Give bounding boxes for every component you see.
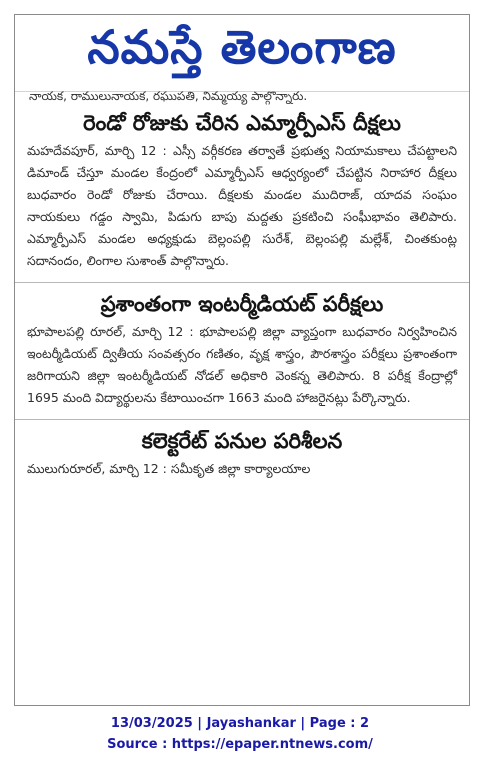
article-headline: కలెక్టరేట్ పనుల పరిశీలన bbox=[141, 429, 343, 453]
footer-meta: 13/03/2025 | Jayashankar | Page : 2 bbox=[110, 716, 370, 731]
article-body bbox=[15, 458, 469, 480]
masthead bbox=[15, 15, 469, 92]
article-headline: రెండో రోజుకు చేరిన ఎమ్మార్పీఎస్ దీక్షలు bbox=[83, 111, 401, 135]
article-headline: ప్రశాంతంగా ఇంటర్మీడియట్ పరీక్షలు bbox=[100, 292, 384, 316]
article-body bbox=[15, 321, 469, 409]
masthead-title: నమస్తే తెలంగాణ bbox=[87, 20, 397, 74]
article-text: ఎస్సీ వర్గీకరణ తర్వాతే ప్రభుత్వ నియామకాలు చేపట్టాలని డిమాండ్ చేస్తూ మండల కేంద్రంలో ఎమ్మార్పీఎస్ ఆధ్వర్యంలో చేపట్టిన నిరాహార దీక్షలు బుధవారం రెండో రోజుకు చేరాయి. దీక్షలకు మండల ముదిరాజ్, యాదవ సంఘం నాయకులు గడ్డం స్వామి, పిడుగు బాపు మద్దతు ప్రకటించి సంఘీభావం తెలిపారు. ఎమ్మార్పీఎస్ మండల అధ్యక్షుడు బెల్లంపల్లి సురేశ్, బెల్లంపల్లి మల్లేశ్, చింతకుంట్ల సదానందం, లింగాల సుశాంత్ పాల్గొన్నారు. bbox=[27, 143, 457, 268]
article-dateline: భూపాలపల్లి రూరల్, మార్చి 12 : bbox=[27, 324, 194, 339]
article-text: సమీకృత జిల్లా కార్యాలయాల bbox=[170, 461, 311, 476]
article-body bbox=[15, 140, 469, 272]
divider bbox=[15, 419, 469, 420]
article-dateline: మహదేవపూర్, మార్చి 12 : bbox=[27, 143, 167, 158]
footer-source: Source : https://epaper.ntnews.com/ bbox=[107, 737, 373, 752]
article bbox=[15, 424, 469, 484]
article bbox=[15, 106, 469, 276]
clipping-frame bbox=[14, 14, 470, 706]
divider bbox=[15, 282, 469, 283]
article-dateline: ములుగురూరల్, మార్చి 12 : bbox=[27, 461, 167, 476]
article bbox=[15, 287, 469, 413]
article-text: భూపాలపల్లి జిల్లా వ్యాప్తంగా బుధవారం నిర్వహించిన ఇంటర్మీడియట్ ద్వితీయ సంవత్సరం గణితం, వృక్ష శాస్త్రం, పౌరశాస్త్రం పరీక్షలు ప్రశాంతంగా జరిగాయని జిల్లా ఇంటర్మీడియట్ నోడల్ అధికారి వెంకన్న తెలిపారు. 8 పరీక్ష కేంద్రాల్లో 1695 మంది విద్యార్థులను కేటాయించగా 1663 మంది హాజరైనట్లు పేర్కొన్నారు. bbox=[27, 324, 457, 405]
clipped-previous-article-line: నాయక, రాములునాయక, రఘుపతి, నిమ్మయ్య పాల్గొన్నారు. bbox=[29, 90, 308, 103]
